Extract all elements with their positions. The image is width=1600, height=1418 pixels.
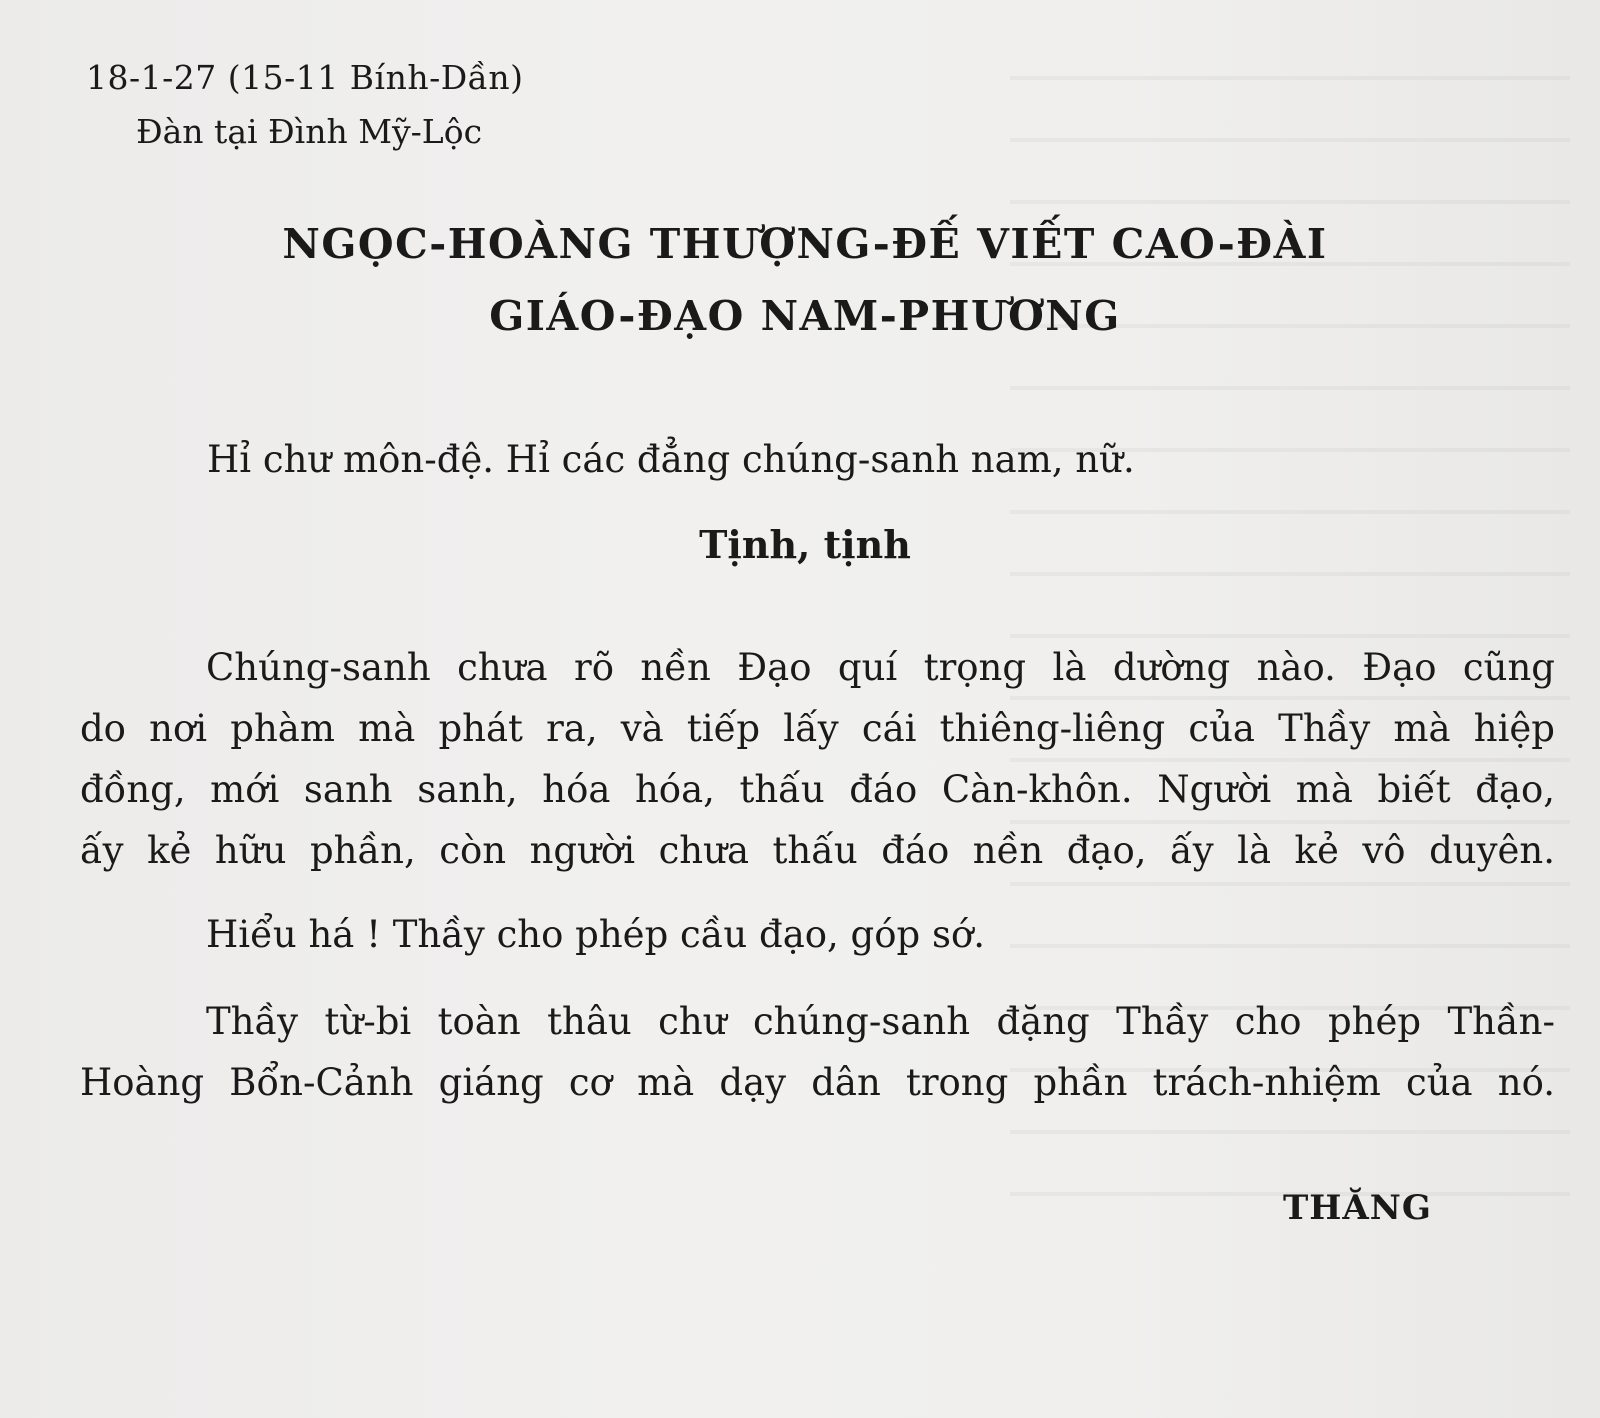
paragraph-2	[80, 904, 1555, 965]
greeting-line: Hỉ chư môn-đệ. Hỉ các đẳng chúng-sanh nam, nữ.	[207, 438, 1135, 481]
paragraph-1	[80, 637, 1555, 881]
header-place: Đàn tại Đình Mỹ-Lộc	[136, 112, 483, 151]
paragraph-3-line-1: Thầy từ-bi toàn thâu chư chúng-sanh đặng Thầy cho phép Thần-	[206, 1000, 1555, 1043]
paragraph-3	[80, 991, 1555, 1113]
paragraph-2-line-1: Hiểu há ! Thầy cho phép cầu đạo, góp sớ.	[206, 913, 985, 956]
header-date: 18-1-27 (15-11 Bính-Dần)	[86, 58, 524, 97]
signature-text: THĂNG	[1283, 1188, 1432, 1228]
paragraph-1-line-4: ấy kẻ hữu phần, còn người chưa thấu đáo nền đạo, ấy là kẻ vô duyên.	[80, 829, 1555, 872]
paragraph-3-line-2: Hoàng Bổn-Cảnh giáng cơ mà dạy dân trong phần trách-nhiệm của nó.	[80, 1061, 1555, 1104]
paragraph-1-line-1: Chúng-sanh chưa rõ nền Đạo quí trọng là dường nào. Đạo cũng	[206, 646, 1555, 689]
title-line-1: NGỌC-HOÀNG THƯỢNG-ĐẾ VIẾT CAO-ĐÀI	[282, 220, 1328, 268]
title-line-2: GIÁO-ĐẠO NAM-PHƯƠNG	[489, 292, 1121, 340]
subtitle: Tịnh, tịnh	[699, 522, 911, 567]
paragraph-1-line-2: do nơi phàm mà phát ra, và tiếp lấy cái thiêng-liêng của Thầy mà hiệp	[80, 707, 1555, 750]
paragraph-1-line-3: đồng, mới sanh sanh, hóa hóa, thấu đáo Càn-khôn. Người mà biết đạo,	[80, 768, 1555, 811]
